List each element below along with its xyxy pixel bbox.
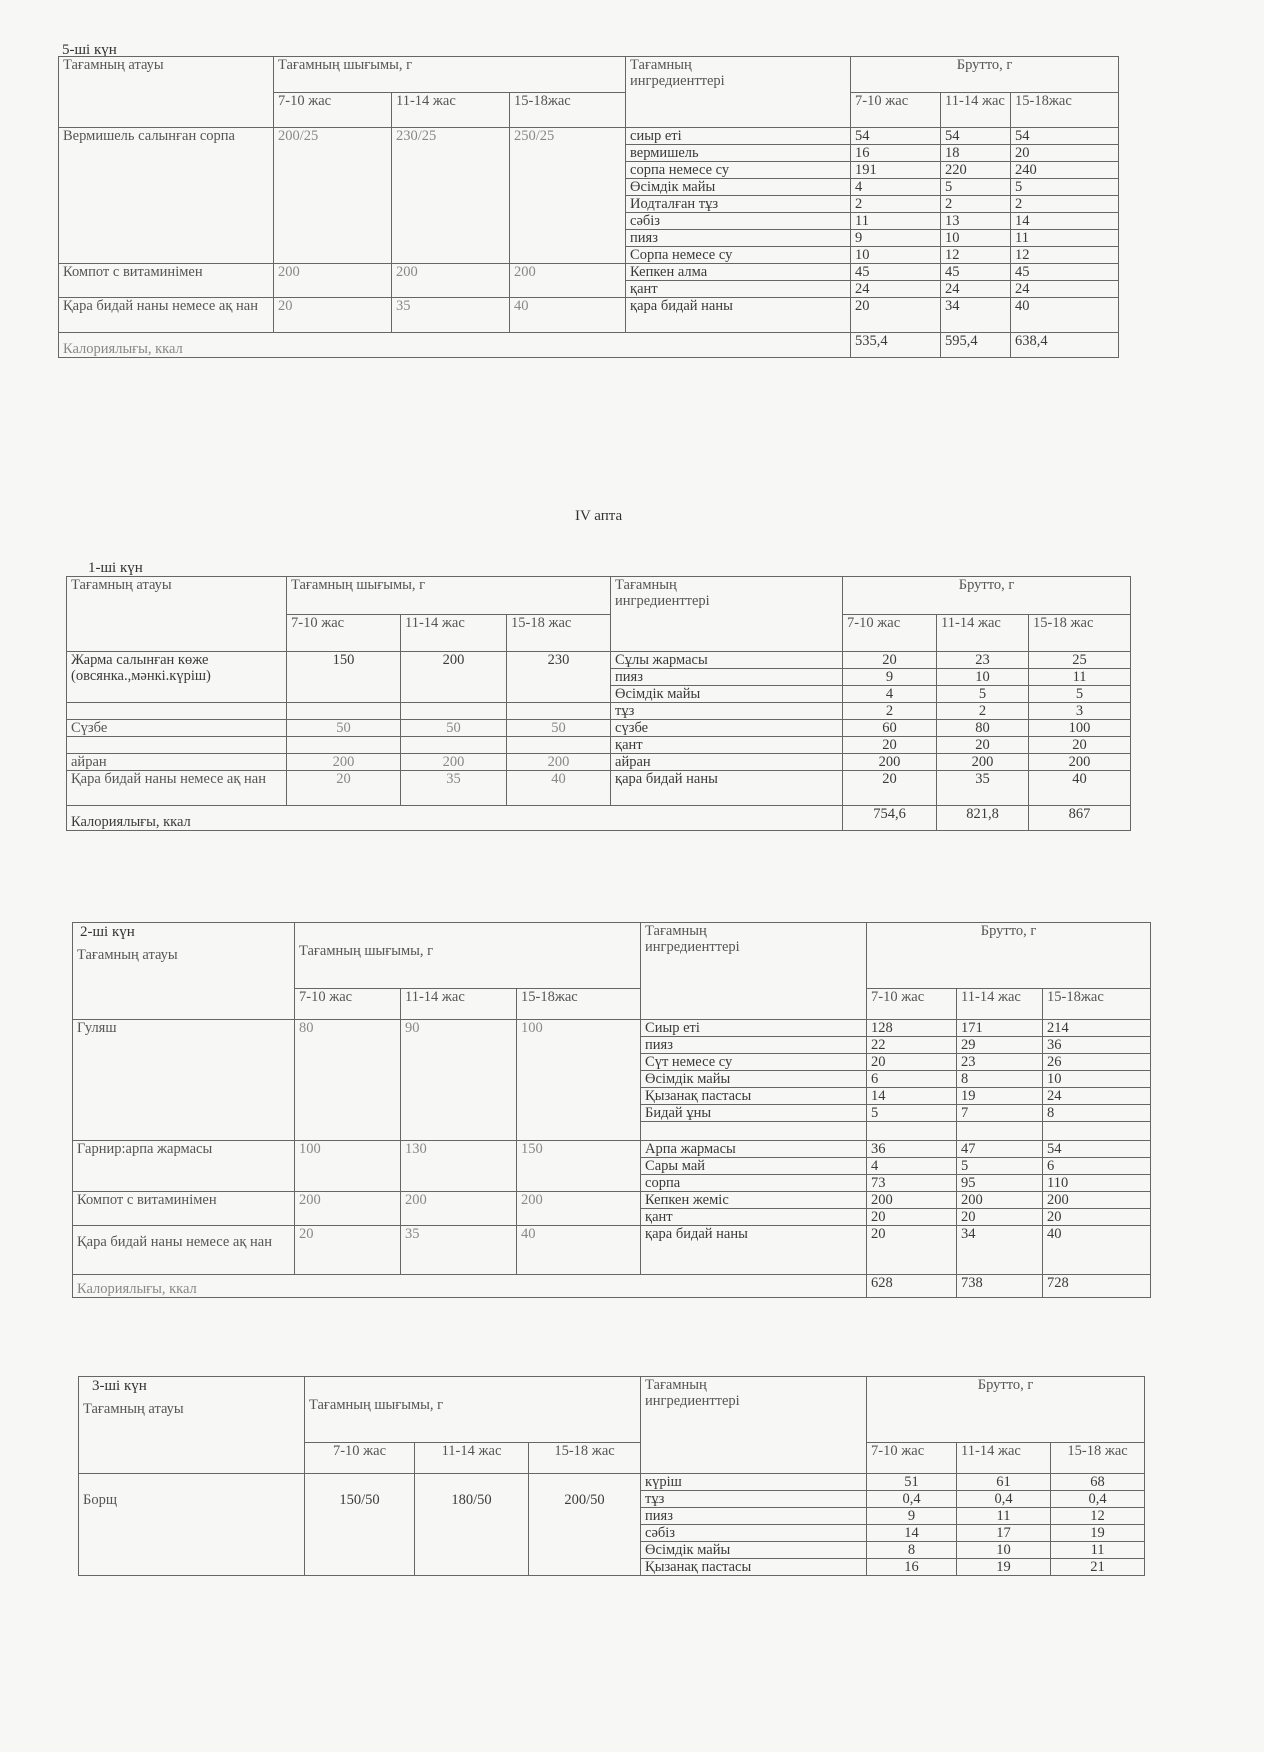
brutto-value: 20 (843, 652, 937, 669)
brutto-value: 61 (957, 1474, 1051, 1491)
ingredient-name: айран (611, 754, 843, 771)
ingredient-name: Өсімдік майы (626, 179, 851, 196)
calories-value: 628 (867, 1275, 957, 1298)
brutto-value: 2 (941, 196, 1011, 213)
yield-age-11-14: 11-14 жас (415, 1443, 529, 1474)
empty-cell (1043, 1122, 1151, 1141)
calories-value: 754,6 (843, 806, 937, 831)
calories-value: 535,4 (851, 333, 941, 358)
brutto-value: 18 (941, 145, 1011, 162)
table-row (67, 754, 1131, 771)
brutto-value: 0,4 (957, 1491, 1051, 1508)
brutto-value: 9 (843, 669, 937, 686)
ingredient-name: Өсімдік майы (611, 686, 843, 703)
ingredient-name: Бидай ұны (641, 1105, 867, 1122)
dish-yield: 130 (401, 1141, 517, 1192)
brutto-value: 200 (937, 754, 1029, 771)
brutto-value: 19 (957, 1088, 1043, 1105)
ingredient-name: Арпа жармасы (641, 1141, 867, 1158)
brutto-value: 73 (867, 1175, 957, 1192)
brutto-value: 191 (851, 162, 941, 179)
week-label: IV апта (575, 508, 623, 524)
table-row (67, 771, 1131, 806)
dish-yield: 150 (287, 652, 401, 703)
yield-age-7-10: 7-10 жас (274, 92, 392, 128)
dish-yield: 200 (274, 264, 392, 298)
empty-cell (401, 703, 507, 720)
brutto-age-15-18: 15-18жас (1043, 989, 1151, 1020)
brutto-value: 2 (851, 196, 941, 213)
yield-age-15-18: 15-18 жас (529, 1443, 641, 1474)
brutto-value: 12 (1011, 247, 1119, 264)
dish-yield: 250/25 (510, 128, 626, 264)
dish-name: Қара бидай наны немесе ақ нан (73, 1226, 295, 1275)
empty-cell (641, 1122, 867, 1141)
brutto-value: 45 (941, 264, 1011, 281)
ingredient-name: қант (641, 1209, 867, 1226)
ingredient-name: сорпа немесе су (626, 162, 851, 179)
brutto-age-7-10: 7-10 жас (851, 92, 941, 128)
w4d1-label: 1-ші күн (88, 560, 143, 576)
calories-label: Калориялығы, ккал (73, 1275, 867, 1298)
dish-yield: 50 (401, 720, 507, 737)
brutto-value: 11 (1011, 230, 1119, 247)
brutto-value: 40 (1043, 1226, 1151, 1275)
brutto-value: 23 (937, 652, 1029, 669)
yield-header: Тағамның шығымы, г (295, 923, 641, 989)
brutto-value: 6 (867, 1071, 957, 1088)
dish-name-header: Тағамның атауы (67, 577, 287, 652)
brutto-value: 26 (1043, 1054, 1151, 1071)
dish-yield: 80 (295, 1020, 401, 1141)
brutto-age-11-14: 11-14 жас (957, 989, 1043, 1020)
brutto-age-7-10: 7-10 жас (843, 614, 937, 652)
brutto-header: Брутто, г (867, 923, 1151, 989)
yield-header: Тағамның шығымы, г (305, 1377, 641, 1443)
brutto-value: 8 (1043, 1105, 1151, 1122)
day5-menu-table (58, 56, 1119, 358)
dish-yield: 40 (510, 298, 626, 333)
table-row (67, 720, 1131, 737)
ingredient-name: Сүт немесе су (641, 1054, 867, 1071)
brutto-value: 11 (957, 1508, 1051, 1525)
table-row (59, 264, 1119, 281)
ingredient-name: Сорпа немесе су (626, 247, 851, 264)
calories-value: 738 (957, 1275, 1043, 1298)
brutto-age-7-10: 7-10 жас (867, 1443, 957, 1474)
brutto-value: 12 (941, 247, 1011, 264)
dish-name: Компот с витаминімен (59, 264, 274, 298)
ingredient-name: қара бидай наны (641, 1226, 867, 1275)
dish-name: Гуляш (73, 1020, 295, 1141)
empty-cell (957, 1122, 1043, 1141)
table-row (67, 703, 1131, 720)
brutto-value: 14 (867, 1525, 957, 1542)
calories-label: Калориялығы, ккал (67, 806, 843, 831)
ingredient-name: Сары май (641, 1158, 867, 1175)
brutto-value: 16 (851, 145, 941, 162)
ingredient-name: қант (611, 737, 843, 754)
brutto-value: 5 (1029, 686, 1131, 703)
ingredients-header: Тағамның ингредиенттері (641, 1377, 867, 1474)
brutto-value: 200 (843, 754, 937, 771)
ingredient-name: сорпа (641, 1175, 867, 1192)
brutto-value: 24 (941, 281, 1011, 298)
brutto-value: 51 (867, 1474, 957, 1491)
brutto-value: 200 (957, 1192, 1043, 1209)
brutto-value: 220 (941, 162, 1011, 179)
brutto-value: 54 (1011, 128, 1119, 145)
brutto-value: 36 (1043, 1037, 1151, 1054)
brutto-value: 20 (843, 737, 937, 754)
dish-yield: 200 (401, 1192, 517, 1226)
w4d2-label: 2-ші күн (80, 924, 135, 940)
ingredients-header: Тағамның ингредиенттері (626, 57, 851, 128)
brutto-value: 14 (1011, 213, 1119, 230)
empty-cell (867, 1122, 957, 1141)
dish-name: Гарнир:арпа жармасы (73, 1141, 295, 1192)
dish-name: Вермишель салынған сорпа (59, 128, 274, 264)
yield-age-15-18: 15-18 жас (507, 614, 611, 652)
brutto-value: 8 (957, 1071, 1043, 1088)
empty-cell (67, 737, 287, 754)
brutto-value: 0,4 (1051, 1491, 1145, 1508)
brutto-value: 24 (1043, 1088, 1151, 1105)
empty-cell (287, 703, 401, 720)
brutto-value: 3 (1029, 703, 1131, 720)
ingredient-name: тұз (641, 1491, 867, 1508)
brutto-value: 5 (867, 1105, 957, 1122)
brutto-value: 20 (1029, 737, 1131, 754)
table-row (73, 1226, 1151, 1275)
dish-yield: 200 (401, 652, 507, 703)
dish-name: Борщ (79, 1474, 305, 1576)
calories-row (59, 333, 1119, 358)
brutto-value: 4 (843, 686, 937, 703)
brutto-value: 23 (957, 1054, 1043, 1071)
brutto-value: 19 (957, 1559, 1051, 1576)
yield-age-11-14: 11-14 жас (401, 989, 517, 1020)
dish-name: Жарма салынған көже (овсянка.,мәнкі.күріш) (67, 652, 287, 703)
calories-value: 821,8 (937, 806, 1029, 831)
brutto-value: 16 (867, 1559, 957, 1576)
brutto-value: 45 (1011, 264, 1119, 281)
brutto-value: 20 (1043, 1209, 1151, 1226)
ingredient-name: Қызанақ пастасы (641, 1088, 867, 1105)
brutto-value: 24 (1011, 281, 1119, 298)
ingredient-name: сәбіз (641, 1525, 867, 1542)
brutto-value: 5 (1011, 179, 1119, 196)
brutto-value: 20 (957, 1209, 1043, 1226)
brutto-value: 14 (867, 1088, 957, 1105)
dish-yield: 100 (517, 1020, 641, 1141)
brutto-value: 45 (851, 264, 941, 281)
yield-header: Тағамның шығымы, г (287, 577, 611, 615)
dish-name: Қара бидай наны немесе ақ нан (67, 771, 287, 806)
dish-yield: 200/25 (274, 128, 392, 264)
brutto-value: 9 (851, 230, 941, 247)
ingredient-name: пияз (641, 1508, 867, 1525)
brutto-value: 54 (1043, 1141, 1151, 1158)
dish-name: Компот с витаминімен (73, 1192, 295, 1226)
brutto-value: 35 (937, 771, 1029, 806)
dish-name-header: Тағамның атауы (79, 1377, 305, 1474)
brutto-value: 20 (1011, 145, 1119, 162)
ingredients-header: Тағамның ингредиенттері (611, 577, 843, 652)
calories-value: 638,4 (1011, 333, 1119, 358)
brutto-header: Брутто, г (851, 57, 1119, 93)
brutto-value: 60 (843, 720, 937, 737)
brutto-value: 9 (867, 1508, 957, 1525)
yield-age-11-14: 11-14 жас (392, 92, 510, 128)
dish-name: айран (67, 754, 287, 771)
brutto-value: 68 (1051, 1474, 1145, 1491)
brutto-value: 25 (1029, 652, 1131, 669)
dish-yield: 50 (507, 720, 611, 737)
dish-yield: 200 (287, 754, 401, 771)
brutto-age-15-18: 15-18жас (1011, 92, 1119, 128)
brutto-value: 100 (1029, 720, 1131, 737)
dish-yield: 40 (517, 1226, 641, 1275)
dish-name: Сүзбе (67, 720, 287, 737)
brutto-value: 20 (851, 298, 941, 333)
brutto-value: 22 (867, 1037, 957, 1054)
w4d3-label: 3-ші күн (92, 1378, 147, 1394)
yield-header: Тағамның шығымы, г (274, 57, 626, 93)
ingredient-name: қара бидай наны (611, 771, 843, 806)
dish-yield: 200 (507, 754, 611, 771)
brutto-value: 6 (1043, 1158, 1151, 1175)
empty-cell (67, 703, 287, 720)
brutto-value: 40 (1011, 298, 1119, 333)
ingredient-name: Кепкен алма (626, 264, 851, 281)
ingredient-name: Өсімдік майы (641, 1071, 867, 1088)
brutto-age-11-14: 11-14 жас (937, 614, 1029, 652)
ingredient-name: вермишель (626, 145, 851, 162)
dish-name-header: Тағамның атауы (59, 57, 274, 128)
brutto-value: 12 (1051, 1508, 1145, 1525)
ingredient-name: Қызанақ пастасы (641, 1559, 867, 1576)
dish-yield: 35 (401, 1226, 517, 1275)
dish-yield: 40 (507, 771, 611, 806)
brutto-value: 40 (1029, 771, 1131, 806)
ingredient-name: сүзбе (611, 720, 843, 737)
yield-age-7-10: 7-10 жас (295, 989, 401, 1020)
dish-yield: 200 (295, 1192, 401, 1226)
brutto-value: 214 (1043, 1020, 1151, 1037)
brutto-value: 0,4 (867, 1491, 957, 1508)
brutto-value: 24 (851, 281, 941, 298)
yield-age-7-10: 7-10 жас (305, 1443, 415, 1474)
brutto-age-15-18: 15-18 жас (1051, 1443, 1145, 1474)
brutto-value: 200 (1043, 1192, 1151, 1209)
dish-yield: 200/50 (529, 1474, 641, 1576)
ingredient-name: қара бидай наны (626, 298, 851, 333)
dish-yield: 90 (401, 1020, 517, 1141)
calories-row (73, 1275, 1151, 1298)
ingredient-name: пияз (626, 230, 851, 247)
brutto-value: 2 (1011, 196, 1119, 213)
brutto-value: 10 (937, 669, 1029, 686)
dish-name-header: Тағамның атауы (73, 923, 295, 1020)
ingredient-name: Сиыр еті (641, 1020, 867, 1037)
brutto-value: 10 (851, 247, 941, 264)
dish-yield: 180/50 (415, 1474, 529, 1576)
table-row (59, 298, 1119, 333)
brutto-value: 21 (1051, 1559, 1145, 1576)
brutto-value: 8 (867, 1542, 957, 1559)
brutto-value: 11 (851, 213, 941, 230)
brutto-value: 10 (957, 1542, 1051, 1559)
brutto-value: 20 (937, 737, 1029, 754)
ingredient-name: Кепкен жеміс (641, 1192, 867, 1209)
brutto-value: 54 (941, 128, 1011, 145)
table-row (73, 1192, 1151, 1209)
table-row (79, 1474, 1145, 1491)
dish-yield: 35 (401, 771, 507, 806)
brutto-value: 20 (867, 1226, 957, 1275)
brutto-value: 10 (1043, 1071, 1151, 1088)
yield-age-7-10: 7-10 жас (287, 614, 401, 652)
brutto-age-11-14: 11-14 жас (941, 92, 1011, 128)
table-row (73, 1141, 1151, 1158)
dish-yield: 200 (510, 264, 626, 298)
dish-yield: 100 (295, 1141, 401, 1192)
brutto-value: 20 (867, 1209, 957, 1226)
brutto-value: 128 (867, 1020, 957, 1037)
dish-yield: 150/50 (305, 1474, 415, 1576)
w4d3-menu-table (78, 1376, 1145, 1576)
dish-name: Қара бидай наны немесе ақ нан (59, 298, 274, 333)
dish-yield: 20 (274, 298, 392, 333)
dish-yield: 35 (392, 298, 510, 333)
yield-age-15-18: 15-18жас (510, 92, 626, 128)
table-row (67, 652, 1131, 669)
day5-label: 5-ші күн (62, 42, 117, 58)
ingredient-name: сиыр еті (626, 128, 851, 145)
dish-yield: 200 (392, 264, 510, 298)
brutto-value: 13 (941, 213, 1011, 230)
brutto-value: 20 (867, 1054, 957, 1071)
ingredient-name: пияз (641, 1037, 867, 1054)
dish-yield: 50 (287, 720, 401, 737)
brutto-value: 200 (1029, 754, 1131, 771)
brutto-value: 7 (957, 1105, 1043, 1122)
brutto-value: 95 (957, 1175, 1043, 1192)
brutto-value: 110 (1043, 1175, 1151, 1192)
calories-value: 595,4 (941, 333, 1011, 358)
dish-yield: 230/25 (392, 128, 510, 264)
yield-age-11-14: 11-14 жас (401, 614, 507, 652)
brutto-value: 17 (957, 1525, 1051, 1542)
table-row (67, 737, 1131, 754)
brutto-value: 171 (957, 1020, 1043, 1037)
brutto-value: 5 (957, 1158, 1043, 1175)
brutto-value: 10 (941, 230, 1011, 247)
brutto-value: 5 (937, 686, 1029, 703)
brutto-value: 54 (851, 128, 941, 145)
table-row (59, 128, 1119, 145)
brutto-age-15-18: 15-18 жас (1029, 614, 1131, 652)
brutto-value: 34 (941, 298, 1011, 333)
calories-value: 728 (1043, 1275, 1151, 1298)
brutto-age-7-10: 7-10 жас (867, 989, 957, 1020)
dish-yield: 20 (295, 1226, 401, 1275)
brutto-value: 2 (843, 703, 937, 720)
empty-cell (401, 737, 507, 754)
brutto-value: 11 (1029, 669, 1131, 686)
brutto-value: 34 (957, 1226, 1043, 1275)
brutto-value: 36 (867, 1141, 957, 1158)
empty-cell (287, 737, 401, 754)
ingredient-name: тұз (611, 703, 843, 720)
brutto-value: 11 (1051, 1542, 1145, 1559)
dish-yield: 150 (517, 1141, 641, 1192)
calories-value: 867 (1029, 806, 1131, 831)
dish-yield: 20 (287, 771, 401, 806)
empty-cell (507, 737, 611, 754)
brutto-value: 47 (957, 1141, 1043, 1158)
brutto-age-11-14: 11-14 жас (957, 1443, 1051, 1474)
table-row (73, 1020, 1151, 1037)
brutto-value: 5 (941, 179, 1011, 196)
brutto-value: 20 (843, 771, 937, 806)
w4d2-menu-table (72, 922, 1151, 1298)
brutto-value: 240 (1011, 162, 1119, 179)
ingredient-name: Өсімдік майы (641, 1542, 867, 1559)
dish-yield: 200 (517, 1192, 641, 1226)
calories-label: Калориялығы, ккал (59, 333, 851, 358)
w4d1-menu-table (66, 576, 1131, 831)
calories-row (67, 806, 1131, 831)
ingredient-name: күріш (641, 1474, 867, 1491)
brutto-header: Брутто, г (867, 1377, 1145, 1443)
ingredient-name: Сұлы жармасы (611, 652, 843, 669)
brutto-value: 29 (957, 1037, 1043, 1054)
ingredients-header: Тағамның ингредиенттері (641, 923, 867, 1020)
yield-age-15-18: 15-18жас (517, 989, 641, 1020)
ingredient-name: сәбіз (626, 213, 851, 230)
dish-yield: 200 (401, 754, 507, 771)
brutto-value: 2 (937, 703, 1029, 720)
ingredient-name: Иодталған тұз (626, 196, 851, 213)
brutto-value: 80 (937, 720, 1029, 737)
dish-yield: 230 (507, 652, 611, 703)
ingredient-name: пияз (611, 669, 843, 686)
brutto-value: 4 (867, 1158, 957, 1175)
brutto-header: Брутто, г (843, 577, 1131, 615)
brutto-value: 200 (867, 1192, 957, 1209)
brutto-value: 19 (1051, 1525, 1145, 1542)
empty-cell (507, 703, 611, 720)
ingredient-name: қант (626, 281, 851, 298)
brutto-value: 4 (851, 179, 941, 196)
